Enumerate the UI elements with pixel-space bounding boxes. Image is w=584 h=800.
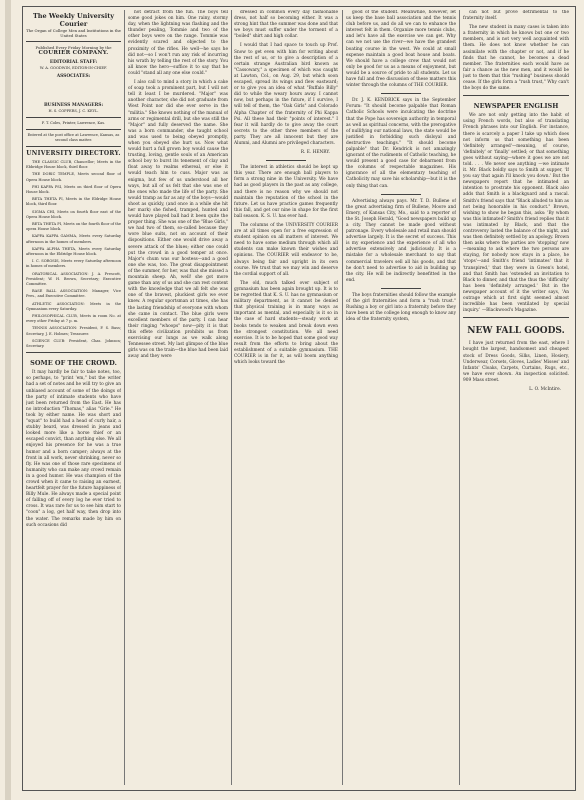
divider: [26, 41, 121, 42]
printer-line: F. T. Coles, Printer, Lawrence, Kas.: [41, 121, 106, 125]
directory-entry: KAPPA KAPPA GAMMA, Meets every Saturday afternoon in the homes of members.: [26, 234, 121, 244]
business-managers: H. S. COPPERS, J. C. KEYL.: [48, 109, 99, 113]
directory-entry: BETA THETA PI, Meets on the fourth floor of the opera House block.: [26, 222, 121, 232]
divider: [26, 146, 121, 147]
column-3: [234, 10, 338, 785]
directory-entry: BETA THETA PI, Meets in the Eldridge House block, third floor.: [26, 197, 121, 207]
column-1: [26, 10, 121, 785]
directory-entry: TENNIS ASSOCIATION: President, F. S. Bass; Secretary, J. E. Holmes; Treasurer.: [26, 326, 121, 336]
directory-entry: ATHLETIC ASSOCIATION: Meets in the Gymnasium every Saturday.: [26, 301, 121, 311]
crowd-paragraph: dressed in common every day fashionable dress, not half so becoming either. It was a strong hint that the summer was done and that we boys must suffer under the torment of a "boiled" shirt and high collar.: [234, 10, 338, 40]
fall-goods-heading: NEW FALL GOODS.: [467, 326, 565, 337]
masthead-publish: Published Every Friday Morning by the: [35, 45, 112, 50]
column-rule: [342, 10, 343, 785]
masthead-title: The Weekly University Courier: [32, 12, 115, 28]
divider: [26, 129, 121, 130]
divider: [266, 160, 306, 161]
directory-entry: ORATORICAL ASSOCIATION: J. A. Prescott, President; W. H. Brown, Secretary; Executive Committee.: [26, 271, 121, 287]
english-heading: NEWSPAPER ENGLISH: [473, 102, 559, 111]
staff-heading: EDITORIAL STAFF:: [49, 60, 98, 65]
business-heading: BUSINESS MANAGERS:: [43, 103, 104, 108]
associates-list: [26, 80, 121, 100]
page-edge: [5, 0, 11, 800]
directory-list: [26, 160, 121, 349]
editorial-paragraph: Dr. J. K. KENDRICK says in the September Forum: "It should become palpable that Roman Catholic Schools were inculcating the doctrine that the Pope has sovereign authority in temporal as well as spiritual concerns, with the prerogative of nullifying our national laws, the state would be justified in forbidding such disloyal and destructive teachings." "It should become palpable" that Dr. Kendrick is not amazingly ignorant of the rudiments of Catholic teaching, he would present a good case for debarment from the columns of respectable magazines. His ignorance of all the elementary teaching of Catholicity may save his scholarship—but it is the only thing that can.: [346, 98, 456, 189]
divider: [26, 352, 121, 353]
english-paragraph: We are not only getting into the habit of using French words, but also of translating French phrases into our English. For instance, there is scarcely a paper I take up which does not inform us that something has been 'definitely arranged'—meaning, of course, 'definitely' or 'finally' settled; or that something goes without saying—where it goes we are not told. . . . We never see anything —we intimate it. Mr. Black boldly says to Smith at supper, 'If you say that again I'll knock you down.' But the newspapers report that he intimated an intention to prostrate his opponent. Black also adds that Smith is a blackguard and a rascal. Smith's friend says that "Black alluded to him as not being honorable in his conduct." Brown, wishing to show he began this, asks: 'By whom was this intimated? Smith's friend replies that it was intimated by Black, and that the controversy lasted the balance of the night, and was then definitely settled by an apology. Brown then asks where the parties are 'stopping' now—meaning to ask where the two persons are staying, for nobody now stays in a place, he 'stops'—and Smith's friend 'intimates' that it 'transpired,' that they were in Green's hotel, and that Smith has 'extended an invitation to Black to dinner, and that the thus the 'difficulty' has been 'definitely arranged.' But in the newspaper account of it the writer says, 'An outrage which at first sight seemed almost incredible has been ventilated by special inquiry.' —Blackwood's Magazine.: [463, 113, 569, 314]
editorial-paragraph: The new student in many cases is taken into a fraternity in which he knows but one or two members, and is not very well acquainted with them. He does not know whether he can assimilate with the chapter or not, and if he finds that he cannot, he becomes a dead member. The fraternities each would have as fair a chance as the new men, and it would be just to them that this "rushing" business should cease. If the girls form a "rush trust," Why can't the boys do the same.: [463, 25, 569, 92]
associates-heading: ASSOCIATES:: [56, 74, 91, 79]
column-rule: [124, 10, 125, 785]
divider: [381, 194, 421, 195]
crowd-signature: R. E. HENRY.: [300, 150, 330, 156]
editorial-paragraph: The old, much talked over subject of gymnasium has been again brought up. It is to be regretted that K. S. U. has no gymnasium or military department, as it cannot be denied that physical training is in many ways as important as mental, and especially is it so in the case of hard students—steady work at books tends to weaken and break down even the strongest constitution. We all need exercise. It is to be hoped that some good way result from the efforts to bring about the establishment of a suitable gymnasium. THE COURIER is in for it, as will boom anything which looks toward the: [234, 280, 338, 366]
editorial-paragraph: The interest in athletics should be kept up this year. There are enough ball players to form a strong nine in the University. We have had as good players in the past as any college, and there is no reason why we should not maintain the reputation of the school in the future. Let us have practice games frequently this fall, and get our nine in shape for the first ball season. K. S. U. has ever had.: [234, 165, 338, 219]
crowd-paragraph: I also call to mind a story in which a cake of soap took a prominent part, but I will not tell it least I be murdered. "Major" was another character, she did not graduate from West Point nor did she ever serve in the "militia." She knows nothing of the manual of arms or regimental drill, but she was still the "Major" and fully deserved the name. She was a born commander, she taught school and was used to being obeyed promptly, when you obeyed she hurt us. Now what would hurt a full grown boy would cause the trusting, loving, gentle souls of an American school boy to burst its tenement of clay and float away to realms ethereal, or else it would teach him to cuss. Major was as enigma, but few of us understood all her ways, but all of us felt that she was one of the ones who made the life of the party. She would tramp as far as any of the boys—would shoot as quickly, (and once in a while she hit her mark) she fished, tramped, hunted and would have played ball had it been quite the proper thing. She was one of the "Blue Girls," we had two of them, so-called because they wore blue suits, not on account of their dispositions. Either one would drive away a severe attack of the blues; either one could put the crowd in a good temper at once. Major's chum was our hostess—and a good one she was, too. The great disappointment of the summer, for her, was that she missed a mountain sheep. Ah, well! she got more game than any of us and she can rest content with the knowledge that we all felt she was one of the bravest, pluckiest girls we ever knew. A regular sportsman at times, she has the lasting friendship of everyone with whom she came in contact. The blue girls were excellent members of the party. I can hear their ringing "whoops" now—pity it is that this effete civilization prohibits us from exercising our lungs as we walk along Tennessee street. My last glimpse of the blue girls was on the train—the blue had been laid away and they were: [128, 80, 228, 360]
directory-entry: THE DORIC TEMPLE, Meets second floor of Opera House block.: [26, 172, 121, 182]
editorial-paragraph: can not but prove detrimental to the fraternity itself.: [463, 10, 569, 22]
entered-notice: Entered at the post office at Lawrence, Kansas, as second class matter.: [27, 133, 120, 142]
crowd-paragraph: not detract from the fun. The boys tell some good jokes on him. One rainy, stormy day, when the lightning was flashing and the thunder pealing, Tommie and two of the other boys were on the range. Tommie was evidently scared and objected to the proximity of the rifles. He well—he says he did not—so I won't run any risk of incurring his wrath by telling the rest of the story. You all know the hero—suffice it to say that he could "stand all any one else could.": [128, 10, 228, 76]
fall-goods-signature: L. O. McIntire.: [529, 386, 561, 392]
divider: [381, 93, 421, 94]
divider: [463, 95, 569, 96]
divider: [381, 288, 421, 289]
column-4: [346, 10, 456, 785]
editor-in-chief: W. A. GOODWIN, EDITOR-IN-CHIEF.: [39, 66, 108, 70]
masthead-organ: The Organ of College Men and Institutions in the United States: [26, 28, 121, 38]
crowd-heading: SOME OF THE CROWD.: [30, 359, 117, 368]
editorial-paragraph: Advertising always pays. Mr. T. D. Bullene of the great advertising firm of Bullene, Moore and Emery, of Kansas City, Mo., said to a reporter of the St. Joseph Herald, "Good newspapers build up a city. They cannot be made good without patronage. Every wholesale and retail man should advertise largely. It is the secret of success. This is my experience and the experience of all who advertise extensively and judiciously. It is a mistake for a wholesale merchant to say that commercial travelers sell all his goods, and that he don't need to advertise to aid in building up the city. He will be indirectly benefitted in the end.: [346, 198, 456, 283]
directory-entry: PHILOSOPHICAL CLUB, Meets in room No. at every other Friday at 7 p. m.: [26, 314, 121, 324]
directory-entry: THE CLASSIC CLUB, Chancellor; Meets in the Ebbridge House block, third floor.: [26, 160, 121, 170]
directory-heading: UNIVERSITY DIRECTORY.: [26, 150, 121, 157]
directory-entry: I. C. SOROSIS, Meets every Saturday afternoon in homes of members.: [26, 259, 121, 269]
crowd-paragraph: I would that I had space to touch up Prof. Snow to get even with him for writing about the rest of us, or to give a description of a certain strange Australian bird known as "Cassowary," a specimen of which was caught at Lawton, Col., on Aug. 29, but which soon escaped, spread its wings and flew eastward; or to give you an idea of what "Buffalo Billy" did to while the weary hours away. I cannot now, but perhaps in the future, if I survive, I will tell of them, the "Oak Girls" and Colorado Alpha Chapter of the fraternity of Phi Kappa Psi. All these had their "points of interest." I fear it will hardly do to give away the court secrets to the other three members of the party. They are all innocent but they are Alumni, and Alumni are privileged characters.: [234, 43, 338, 146]
directory-entry: KAPPA ALPHA THETA, Meets every Saturday afternoon in the Eldridge House block.: [26, 246, 121, 257]
column-2: [128, 10, 228, 785]
fall-goods-paragraph: I have just returned from the east, where I bought the largest, handsomest and cheapest stock of Dress Goods, Silks, Linen, Hosiery, Underwear, Corsets, Gloves, Ladies' Misses' and Infants' Cloaks, Carpets, Curtains, Rugs, etc., we have ever shown. An inspection solicited. 909 Mass street.: [463, 341, 569, 383]
divider: [26, 117, 121, 118]
directory-entry: BASE BALL ASSOCIATION: Manager, Vice Pres., and Executive Committee.: [26, 289, 121, 299]
column-5: [463, 10, 569, 785]
editorial-paragraph: The columns of the UNIVERSITY COURIER are at all times open for a free expression of student opinion on all matters of interest. We need to have some medium through which all students can make known their wishes and opinions. The COURIER will endeavor to be, always being fair and upright in its own course. We trust that we may win and deserve the cordial support of all.: [234, 223, 338, 277]
divider: [463, 317, 569, 318]
directory-entry: SCIENCE CLUB: President, Chas. Johnson; Secretary.: [26, 338, 121, 349]
masthead-company: COURIER COMPANY.: [38, 50, 109, 56]
editorial-paragraph: good of the student. Meanwhile, however, let us keep the base ball association and the tennis club before us, and do all we can to enhance the interest felt in them. Organize more tennis clubs, and let's have all the exercise we can get. Why can we not use the river—we have the grandest boating course in the west. We could at small expense maintain a good boat house and boats. We should have a college crew that would not only be good for us as a means of enjoyment, but would be a source of pride to all students. Let us have full and free discussion of these matters this winter through the columns of THE COURIER.: [346, 10, 456, 89]
directory-entry: PHI KAPPA PSI, Meets on third floor of Opera House block.: [26, 184, 121, 195]
directory-entry: SIGMA CHI, Meets on fourth floor east of the Opera House block.: [26, 209, 121, 219]
column-rule: [459, 10, 460, 785]
crowd-paragraph: It may hardly be fair to take notes, too, so perhaps, to "print 'em," but the writer had a set of notes and he will try to give an unbiased account of some of the doings of the party of intimate students who have just been returned from the East. He has no introduction "Thomas," alias "Grie." He took by either name. He was short and "squat" to build had a head of curly hair, a stubby beard, was dressed in jeans and looked more like a horse thief or an escaped convict, than anything else. We all enjoyed his presence for he was a true humor and a born camper; always at the front in all work, never shrinking, never so fly. He was one of those rare specimens of humanity who can make any crowd remain in a good humor. He was champion of the crowd when it came to raising an earnest, heartfelt prayer for the future happiness of Billy Mule. He always made a special point of falling off of every log he ever tried to cross. It was rare for us to see him start to "coon" a log, get half way, then drop into the water. The remarks made by him on such occasions did: [26, 370, 121, 528]
editorial-paragraph: The boys fraternities should follow the example of the girl fraternities and form a "rush trust." Rushing a boy or girl into a fraternity before they have been at the college long enough to know any idea of the fraternity system,: [346, 292, 456, 323]
column-rule: [231, 10, 232, 785]
